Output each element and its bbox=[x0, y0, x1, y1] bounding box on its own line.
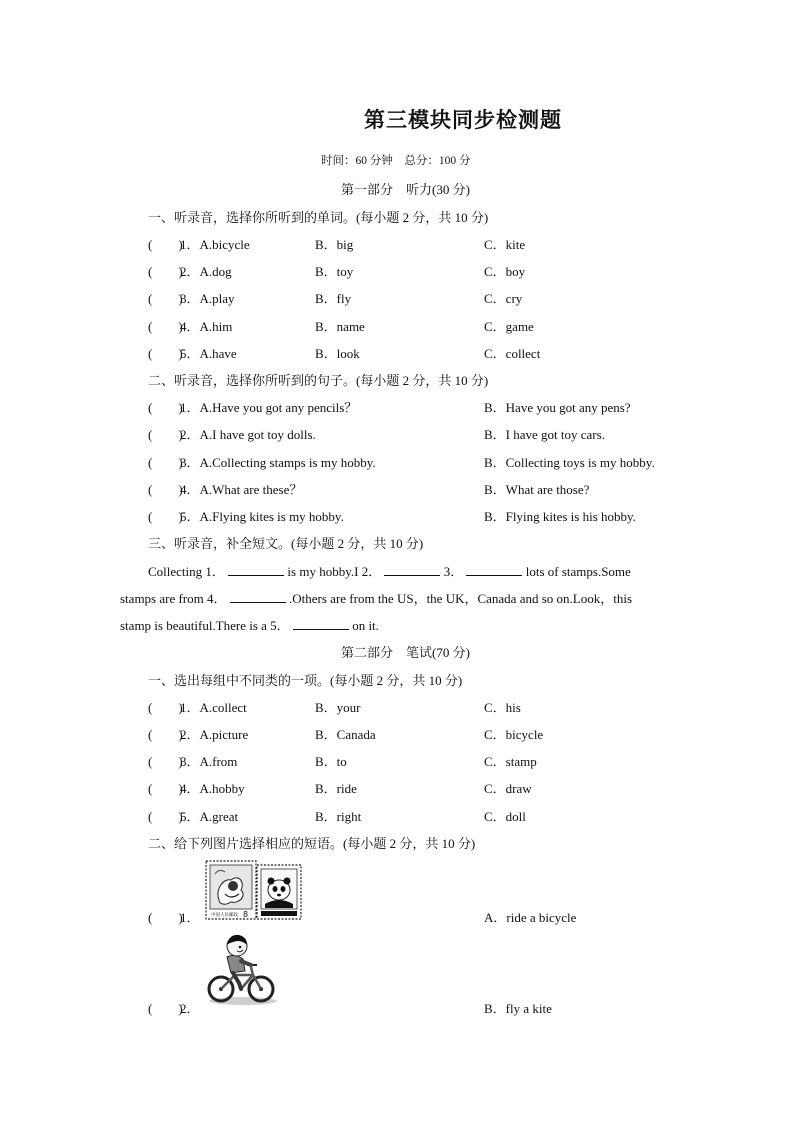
boy-on-bicycle-illustration bbox=[205, 933, 281, 1007]
option-c: C．stamp bbox=[484, 754, 537, 769]
option-b: B．to bbox=[315, 754, 347, 769]
p2-sec1-heading: 一、选出每组中不同类的一项。(每小题 2 分，共 10 分) bbox=[148, 673, 463, 688]
option-b: B．big bbox=[315, 237, 354, 252]
option-b: B．I have got toy cars. bbox=[484, 427, 605, 442]
answer-blank[interactable]: ( ) bbox=[148, 781, 183, 796]
answer-blank[interactable]: ( ) bbox=[148, 910, 183, 925]
cloze-line-2 bbox=[120, 588, 632, 607]
cloze-text: Collecting 1． bbox=[148, 564, 225, 579]
option-a: 1．A.collect bbox=[180, 700, 247, 715]
answer-blank[interactable]: ( ) bbox=[148, 237, 183, 252]
option-a: 3．A.from bbox=[180, 754, 238, 769]
p1-sec2-heading: 二、听录音，选择你所听到的句子。(每小题 2 分，共 10 分) bbox=[148, 373, 489, 388]
question-row bbox=[148, 288, 708, 306]
question-row bbox=[148, 778, 708, 796]
option-c: C．doll bbox=[484, 809, 526, 824]
cloze-text: 3． bbox=[443, 564, 464, 579]
answer-blank[interactable]: ( ) bbox=[148, 319, 183, 334]
question-row bbox=[148, 234, 708, 252]
question-number: 1． bbox=[180, 910, 200, 925]
cloze-text: lots of stamps.Some bbox=[525, 564, 631, 579]
option-b: B．toy bbox=[315, 264, 354, 279]
option-a: 5．A.Flying kites is my hobby. bbox=[180, 509, 344, 524]
option-c: C．collect bbox=[484, 346, 541, 361]
answer-blank[interactable]: ( ) bbox=[148, 291, 183, 306]
answer-blank[interactable]: ( ) bbox=[148, 482, 183, 497]
question-row bbox=[148, 998, 708, 1016]
option-b: B．What are those? bbox=[484, 482, 590, 497]
part1-heading: 第一部分 听力(30 分) bbox=[341, 182, 470, 197]
question-row bbox=[148, 697, 708, 715]
cloze-blank-3[interactable] bbox=[466, 564, 522, 576]
p1-sec1-heading: 一、听录音，选择你所听到的单词。(每小题 2 分，共 10 分) bbox=[148, 210, 489, 225]
option-c: C．boy bbox=[484, 264, 526, 279]
option-b: B．ride bbox=[315, 781, 357, 796]
question-row bbox=[148, 751, 708, 769]
answer-blank[interactable]: ( ) bbox=[148, 400, 183, 415]
option-a: 4．A.him bbox=[180, 319, 233, 334]
option-a: 5．A.great bbox=[180, 809, 239, 824]
option-a: 2．A.dog bbox=[180, 264, 232, 279]
question-row bbox=[148, 261, 708, 279]
option-a: 5．A.have bbox=[180, 346, 237, 361]
option-a: 3．A.Collecting stamps is my hobby. bbox=[180, 455, 376, 470]
option-b: B．right bbox=[315, 809, 362, 824]
answer-blank[interactable]: ( ) bbox=[148, 346, 183, 361]
option-b: B．fly a kite bbox=[484, 1001, 552, 1016]
option-c: C．cry bbox=[484, 291, 523, 306]
option-b: B．name bbox=[315, 319, 365, 334]
question-number: 2． bbox=[180, 1001, 200, 1016]
option-a: 2．A.I have got toy dolls. bbox=[180, 427, 316, 442]
question-row bbox=[148, 316, 708, 334]
option-c: C．bicycle bbox=[484, 727, 544, 742]
cloze-line-1 bbox=[148, 561, 631, 580]
option-c: C．draw bbox=[484, 781, 532, 796]
part2-heading: 第二部分 笔试(70 分) bbox=[341, 645, 470, 660]
exam-meta: 时间：60 分钟 总分：100 分 bbox=[321, 155, 471, 167]
question-row bbox=[148, 724, 708, 742]
answer-blank[interactable]: ( ) bbox=[148, 809, 183, 824]
cloze-line-3 bbox=[120, 615, 379, 634]
question-row bbox=[148, 343, 708, 361]
p2-sec2-heading: 二、给下列图片选择相应的短语。(每小题 2 分，共 10 分) bbox=[148, 836, 476, 851]
p1-sec3-heading: 三、听录音，补全短文。(每小题 2 分，共 10 分) bbox=[148, 536, 424, 551]
stamp-caption: 中国人民邮政 bbox=[211, 913, 238, 918]
question-row bbox=[148, 907, 708, 925]
question-row bbox=[148, 506, 708, 524]
option-a: 1．A.bicycle bbox=[180, 237, 250, 252]
option-a: 4．A.What are these？ bbox=[180, 482, 303, 497]
option-b: B．Flying kites is his hobby. bbox=[484, 509, 636, 524]
page-title: 第三模块同步检测题 bbox=[364, 108, 562, 132]
answer-blank[interactable]: ( ) bbox=[148, 455, 183, 470]
option-a: 1．A.Have you got any pencils？ bbox=[180, 400, 358, 415]
cloze-blank-1[interactable] bbox=[228, 564, 284, 576]
cloze-text: stamps are from 4． bbox=[120, 591, 227, 606]
option-c: C．kite bbox=[484, 237, 526, 252]
option-c: C．game bbox=[484, 319, 534, 334]
option-a: A．ride a bicycle bbox=[484, 910, 577, 925]
question-row bbox=[148, 452, 708, 470]
option-b: B．fly bbox=[315, 291, 352, 306]
option-a: 3．A.play bbox=[180, 291, 235, 306]
answer-blank[interactable]: ( ) bbox=[148, 727, 183, 742]
answer-blank[interactable]: ( ) bbox=[148, 1001, 183, 1016]
option-b: B．Canada bbox=[315, 727, 376, 742]
question-row bbox=[148, 479, 708, 497]
question-row bbox=[148, 424, 708, 442]
option-a: 2．A.picture bbox=[180, 727, 249, 742]
option-b: B．Collecting toys is my hobby. bbox=[484, 455, 655, 470]
answer-blank[interactable]: ( ) bbox=[148, 754, 183, 769]
cloze-text: on it. bbox=[352, 618, 379, 633]
option-c: C．his bbox=[484, 700, 521, 715]
cloze-text: .Others are from the US，the UK，Canada and so on.Look，this bbox=[289, 591, 633, 606]
cloze-text: stamp is beautiful.There is a 5． bbox=[120, 618, 290, 633]
cloze-blank-5[interactable] bbox=[293, 618, 349, 630]
stamp-value: 8 bbox=[243, 910, 249, 919]
answer-blank[interactable]: ( ) bbox=[148, 509, 183, 524]
answer-blank[interactable]: ( ) bbox=[148, 264, 183, 279]
answer-blank[interactable]: ( ) bbox=[148, 700, 183, 715]
option-b: B．look bbox=[315, 346, 360, 361]
question-row bbox=[148, 397, 708, 415]
question-row bbox=[148, 806, 708, 824]
cloze-blank-4[interactable] bbox=[230, 591, 286, 603]
answer-blank[interactable]: ( ) bbox=[148, 427, 183, 442]
option-b: B．your bbox=[315, 700, 361, 715]
option-a: 4．A.hobby bbox=[180, 781, 245, 796]
option-b: B．Have you got any pens? bbox=[484, 400, 631, 415]
cloze-blank-2[interactable] bbox=[384, 564, 440, 576]
cloze-text: is my hobby.I 2． bbox=[287, 564, 382, 579]
